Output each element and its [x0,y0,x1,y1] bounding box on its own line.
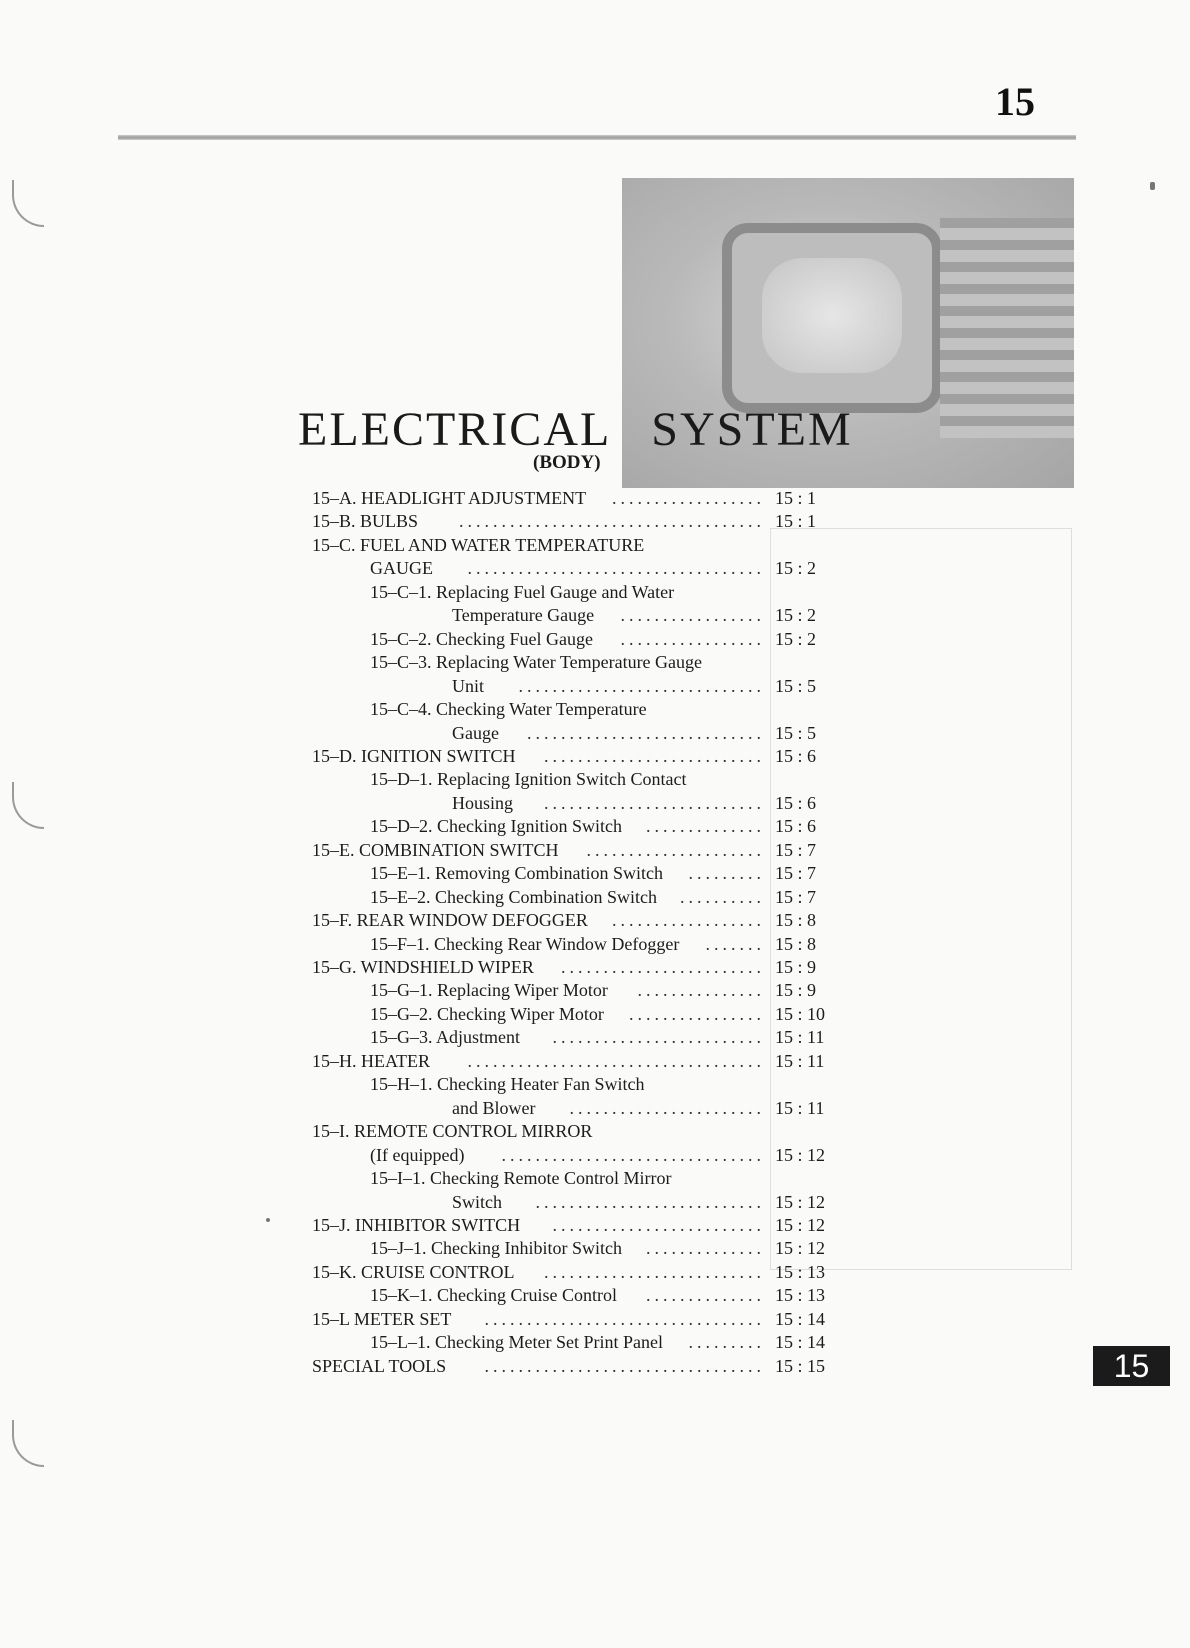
toc-leader-dots: ................................. [484,1355,765,1376]
toc-page-ref: 15 : 1 [775,488,817,508]
binder-hole-mark [12,1420,44,1467]
toc-page-ref: 15 : 1 [775,511,817,532]
toc-leader-dots: ................................... [467,1050,765,1071]
toc-entry-text: Checking Meter Set Print Panel [430,1332,663,1353]
toc-entry-label [312,955,534,979]
toc-entry-label [452,791,513,815]
toc-entry[interactable] [312,1354,765,1378]
toc-entry-label [312,1354,446,1378]
toc-entry-text: Checking Wiper Motor [432,1003,604,1024]
toc-entry[interactable] [312,1119,765,1143]
toc-page-ref: 15 : 11 [775,1050,825,1071]
toc-entry-text: Checking Remote Control Mirror [425,1168,672,1189]
toc-entry[interactable] [370,885,765,909]
toc-entry[interactable] [370,1002,765,1026]
toc-entry-label [370,1236,622,1260]
toc-entry-id: 15–F–1. [370,933,430,954]
toc-entry[interactable] [452,1190,765,1214]
toc-entry-label [370,697,647,721]
toc-page-ref: 15 : 12 [775,1238,826,1259]
toc-leader-dots: .............. [646,1285,765,1306]
toc-entry-label [370,1166,671,1190]
toc-entry[interactable] [452,721,765,745]
toc-entry[interactable] [312,533,765,557]
headlight-lamp [722,223,942,413]
toc-entry-label [312,744,515,768]
toc-page-ref: 15 : 12 [775,1144,826,1165]
toc-entry-id: 15–E–1. [370,863,431,884]
toc-entry-label [370,885,657,909]
toc-entry-label [370,1283,617,1307]
toc-leader-dots: ............................... [501,1144,765,1165]
binder-hole-mark [12,180,44,227]
toc-entry-label [370,1025,520,1049]
toc-leader-dots: .................. [612,910,765,931]
toc-entry-text: Checking Fuel Gauge [431,628,593,649]
toc-leader-dots: ............................. [518,675,765,696]
toc-entry-id: 15–L [312,1308,350,1329]
toc-entry-label [312,1049,430,1073]
toc-entry[interactable] [370,978,765,1002]
toc-entry-id: 15–E. [312,839,355,860]
header-rule [118,135,1076,140]
toc-page-ref: 15 : 13 [775,1261,826,1282]
title-word-system: SYSTEM [651,403,853,456]
toc-page-ref: 15 : 14 [775,1308,826,1329]
toc-entry-label [452,721,499,745]
toc-leader-dots: ..................... [586,839,765,860]
toc-entry[interactable] [312,1049,765,1073]
toc-leader-dots: ............................ [527,722,765,743]
toc-page-ref: 15 : 9 [775,980,817,1001]
toc-entry[interactable] [312,1260,765,1284]
toc-entry-text: Adjustment [432,1027,521,1048]
toc-entry-id: 15–K. [312,1261,357,1282]
toc-leader-dots: ......... [688,1332,765,1353]
toc-entry-label [370,650,702,674]
toc-entry-text: Checking Ignition Switch [432,816,622,837]
toc-entry[interactable] [312,1213,765,1237]
toc-entry-text: HEATER [356,1050,430,1071]
toc-leader-dots: ................. [620,628,765,649]
toc-entry-id: 15–J–1. [370,1238,427,1259]
toc-entry-id: 15–I–1. [370,1168,426,1189]
toc-entry-id: 15–B. [312,511,356,532]
toc-entry-text: Checking Inhibitor Switch [426,1238,622,1259]
toc-entry-label [370,627,593,651]
chapter-subtitle: (BODY) [533,452,601,473]
toc-entry-id: 15–G. [312,957,357,977]
toc-leader-dots: ............... [637,980,765,1001]
toc-leader-dots: .................................... [459,511,765,532]
toc-leader-dots: .......................... [544,1261,765,1282]
toc-entry-id: 15–L–1. [370,1332,431,1353]
toc-page-ref: 15 : 5 [775,722,817,743]
toc-entry-text: Replacing Wiper Motor [432,980,608,1001]
toc-entry-label [370,580,674,604]
toc-entry-text: INHIBITOR SWITCH [350,1214,521,1235]
toc-entry[interactable] [370,580,765,604]
toc-entry-text: BULBS [355,511,419,532]
toc-entry-text: (If equipped) [370,1144,465,1165]
toc-leader-dots: .............. [646,1238,765,1259]
bleed-through-text [140,180,610,206]
toc-page-ref: 15 : 12 [775,1214,826,1235]
toc-page-ref: 15 : 15 [775,1355,826,1376]
toc-entry-label [370,861,663,885]
toc-entry-id: 15–F. [312,910,353,931]
toc-leader-dots: .......... [680,886,765,907]
toc-entry-id: 15–G–1. [370,980,433,1001]
toc-leader-dots: ................ [629,1003,765,1024]
toc-entry[interactable] [312,486,765,510]
toc-entry[interactable] [452,1096,765,1120]
toc-entry-label [452,674,484,698]
toc-entry[interactable] [370,1143,765,1167]
toc-entry-label [370,1330,663,1354]
toc-entry-id: 15–G–2. [370,1003,433,1024]
toc-entry[interactable] [370,1072,765,1096]
toc-entry[interactable] [370,1330,765,1354]
toc-leader-dots: ....... [705,933,765,954]
toc-page-ref: 15 : 9 [775,957,817,977]
toc-leader-dots: ........................... [535,1191,765,1212]
toc-entry[interactable] [370,1236,765,1260]
toc-entry-id: 15–A. [312,488,357,508]
toc-leader-dots: ................................. [484,1308,765,1329]
page-number: 15 [995,79,1035,124]
toc-entry[interactable] [370,556,765,580]
toc-entry[interactable] [370,861,765,885]
toc-entry[interactable] [312,838,765,862]
toc-entry-label [312,1213,520,1237]
toc-page-ref: 15 : 6 [775,792,817,813]
toc-leader-dots: .......................... [544,792,765,813]
toc-page-ref: 15 : 13 [775,1285,826,1306]
toc-leader-dots: ................. [620,605,765,626]
toc-entry[interactable] [452,791,765,815]
toc-entry-id: 15–D. [312,745,357,766]
toc-entry-text: REAR WINDOW DEFOGGER [352,910,588,931]
toc-entry-id: 15–C–1. [370,581,432,602]
title-word-electrical: ELECTRICAL [298,403,612,456]
toc-entry-label [370,767,686,791]
toc-entry[interactable] [370,1283,765,1307]
paper-speck [1150,182,1155,190]
toc-entry[interactable] [370,932,765,956]
toc-page-ref: 15 : 2 [775,605,817,626]
toc-entry-text: and Blower [452,1097,536,1118]
toc-entry[interactable] [370,627,765,651]
toc-entry-label [312,533,644,557]
toc-page-ref: 15 : 2 [775,558,817,579]
toc-entry-text: HEADLIGHT ADJUSTMENT [356,488,587,508]
toc-entry[interactable] [312,509,765,533]
toc-page-ref: 15 : 11 [775,1097,825,1118]
toc-leader-dots: ......................... [552,1027,765,1048]
toc-entry-label [370,932,679,956]
binder-hole-mark [12,782,44,829]
toc-entry-id: 15–D–2. [370,816,433,837]
toc-entry-label [370,1143,464,1167]
toc-page-ref: 15 : 7 [775,839,817,860]
toc-page-ref: 15 : 14 [775,1332,826,1353]
toc-entry-id: 15–D–1. [370,769,433,790]
toc-leader-dots: ......... [688,863,765,884]
toc-entry[interactable] [370,1166,765,1190]
toc-entry-text: CRUISE CONTROL [356,1261,515,1282]
toc-page-ref: 15 : 5 [775,675,817,696]
toc-entry-id: 15–H–1. [370,1074,433,1095]
toc-entry[interactable] [452,603,765,627]
toc-entry-text: Checking Heater Fan Switch [432,1074,645,1095]
toc-entry-text: Gauge [452,722,499,743]
toc-entry-text: METER SET [349,1308,452,1329]
grille [940,218,1074,438]
toc-page-ref: 15 : 6 [775,816,817,837]
toc-entry-text: COMBINATION SWITCH [354,839,559,860]
toc-entry-id: 15–C–3. [370,652,432,673]
paper-speck [266,1218,270,1222]
toc-page-ref: 15 : 10 [775,1003,826,1024]
toc-entry-label [312,908,588,932]
toc-entry-id: 15–G–3. [370,1027,433,1048]
toc-entry-label [312,1119,592,1143]
toc-entry-text: Replacing Fuel Gauge and Water [431,581,675,602]
toc-entry-text: Checking Rear Window Defogger [429,933,680,954]
toc-entry-id: 15–E–2. [370,886,431,907]
toc-entry-id: 15–C–4. [370,699,432,720]
toc-entry-id: 15–C–2. [370,628,432,649]
toc-entry-text: FUEL AND WATER TEMPERATURE [355,534,645,555]
toc-entry[interactable] [312,955,765,979]
toc-entry-text: Housing [452,792,514,813]
toc-entry-id: 15–C. [312,534,356,555]
toc-entry-label [370,1002,604,1026]
toc-entry-text: Replacing Water Temperature Gauge [431,652,703,673]
toc-entry-text: SPECIAL TOOLS [312,1355,447,1376]
toc-entry-label [370,814,622,838]
chapter-title [298,402,853,457]
toc-page-ref: 15 : 7 [775,886,817,907]
toc-entry[interactable] [370,650,765,674]
toc-entry-text: Checking Water Temperature [431,699,647,720]
toc-entry[interactable] [370,767,765,791]
toc-entry-text: Switch [452,1191,503,1212]
toc-entry-label [312,1260,515,1284]
toc-page-ref: 15 : 2 [775,628,817,649]
toc-page-ref: 15 : 12 [775,1191,826,1212]
toc-entry-id: 15–I. [312,1121,350,1142]
toc-entry-id: 15–H. [312,1050,357,1071]
toc-entry-label [370,556,433,580]
toc-entry-label [312,509,418,533]
toc-entry-label [312,1307,451,1331]
toc-leader-dots: ....................... [569,1097,765,1118]
toc-entry-text: Checking Combination Switch [430,886,657,907]
toc-entry-text: WINDSHIELD WIPER [356,957,534,977]
toc-leader-dots: ................................... [467,558,765,579]
toc-entry-label [370,978,608,1002]
toc-entry-label [452,1190,502,1214]
toc-entry[interactable] [370,814,765,838]
toc-leader-dots: .................. [612,488,765,508]
toc-entry-text: Unit [452,675,485,696]
toc-entry[interactable] [312,1307,765,1331]
toc-entry[interactable] [452,674,765,698]
toc-page-ref: 15 : 8 [775,933,817,954]
toc-entry-text: IGNITION SWITCH [356,745,516,766]
toc-page-ref: 15 : 6 [775,745,817,766]
toc-entry-text: REMOTE CONTROL MIRROR [349,1121,593,1142]
toc-entry[interactable] [312,744,765,768]
toc-entry-text: Checking Cruise Control [432,1285,617,1306]
toc-page-ref: 15 : 7 [775,863,817,884]
toc-entry-label [452,1096,535,1120]
toc-entry-label [370,1072,644,1096]
toc-entry-label [312,486,586,510]
toc-entry-text: GAUGE [370,558,433,579]
toc-entry[interactable] [370,697,765,721]
toc-leader-dots: .......................... [544,745,765,766]
toc-page-ref: 15 : 8 [775,910,817,931]
toc-entry-label [312,838,559,862]
section-tab[interactable]: 15 [1093,1346,1170,1386]
toc-page-ref: 15 : 11 [775,1027,825,1048]
toc-leader-dots: ........................ [561,957,765,977]
toc-leader-dots: ......................... [552,1214,765,1235]
toc-entry-id: 15–J. [312,1214,351,1235]
toc-entry-label [452,603,594,627]
toc-entry-text: Temperature Gauge [452,605,595,626]
toc-entry-text: Removing Combination Switch [430,863,663,884]
toc-entry[interactable] [312,908,765,932]
toc-entry[interactable] [370,1025,765,1049]
toc-leader-dots: .............. [646,816,765,837]
toc-entry-id: 15–K–1. [370,1285,433,1306]
toc-entry-text: Replacing Ignition Switch Contact [432,769,687,790]
